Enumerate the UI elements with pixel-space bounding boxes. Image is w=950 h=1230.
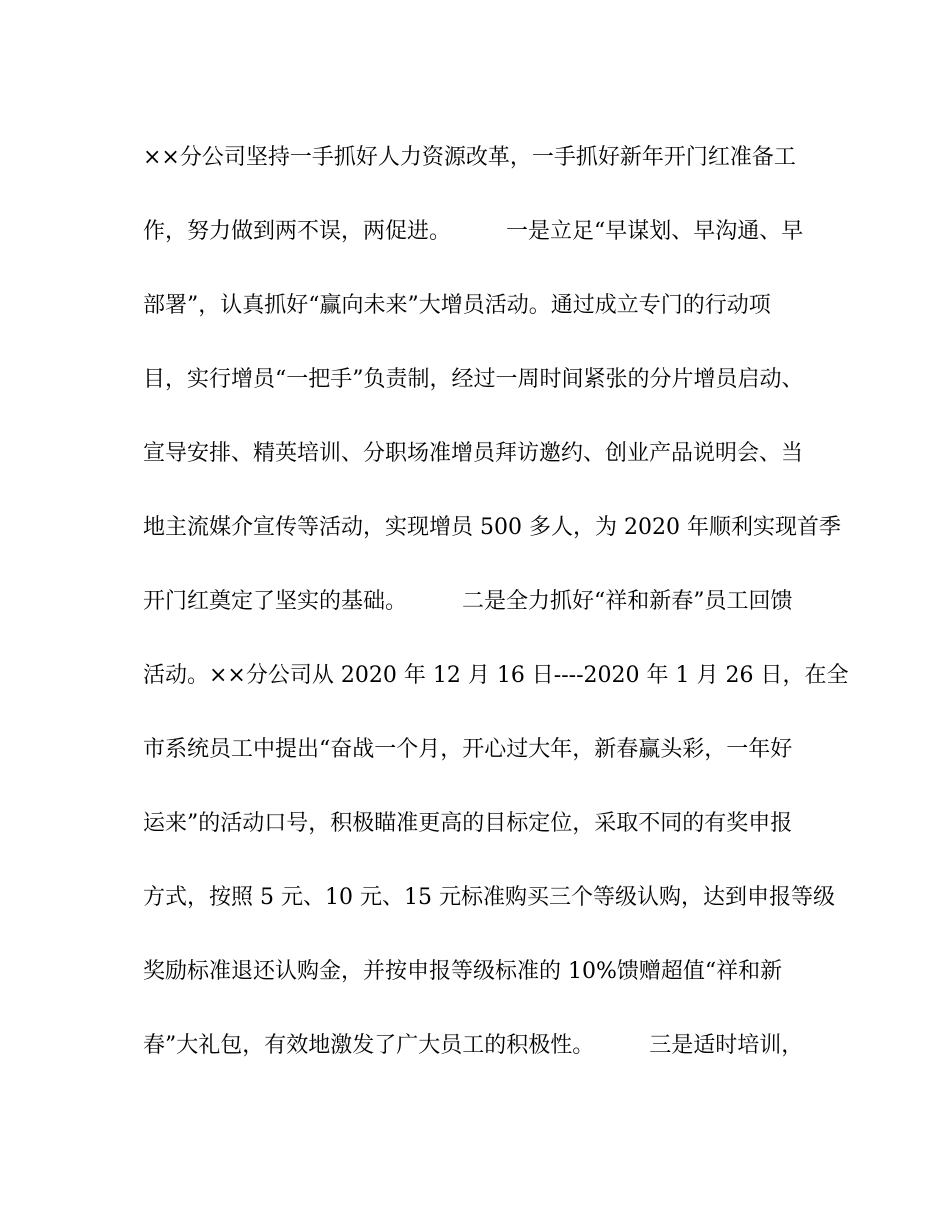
text-line-5: 宣导安排、精英培训、分职场准增员拜访邀约、创业产品说明会、当: [143, 441, 804, 466]
text-line-1: ××分公司坚持一手抓好人力资源改革，一手抓好新年开门红准备工: [143, 145, 796, 170]
text-line-10: 运来”的活动口号，积极瞄准更高的目标定位，采取不同的有奖申报: [143, 811, 793, 836]
text-line-8: 活动。××分公司从 2020 年 12 月 16 日----2020 年 1 月 26 日，在全: [143, 663, 849, 688]
text-line-12: 奖励标准退还认购金，并按申报等级标准的 10%馈赠超值“祥和新: [143, 959, 783, 984]
text-line-6: 地主流媒介宣传等活动，实现增员 500 多人，为 2020 年顺利实现首季: [143, 515, 841, 540]
text-line-9: 市系统员工中提出“奋战一个月，开心过大年，新春赢头彩，一年好: [143, 737, 793, 762]
text-line-4: 目，实行增员“一把手”负责制，经过一周时间紧张的分片增员启动、: [143, 367, 804, 392]
body-text: [143, 138, 849, 1100]
text-line-3: 部署”，认真抓好“赢向未来”大增员活动。通过成立专门的行动项: [143, 293, 771, 318]
text-line-11: 方式，按照 5 元、10 元、15 元标准购买三个等级认购，达到申报等级: [143, 885, 835, 910]
text-line-13: 春”大礼包，有效地激发了广大员工的积极性。 三是适时培训，: [143, 1033, 804, 1058]
text-line-7: 开门红奠定了坚实的基础。 二是全力抓好“祥和新春”员工回馈: [143, 589, 793, 614]
text-line-2: 作，努力做到两不误，两促进。 一是立足“早谋划、早沟通、早: [143, 219, 804, 244]
